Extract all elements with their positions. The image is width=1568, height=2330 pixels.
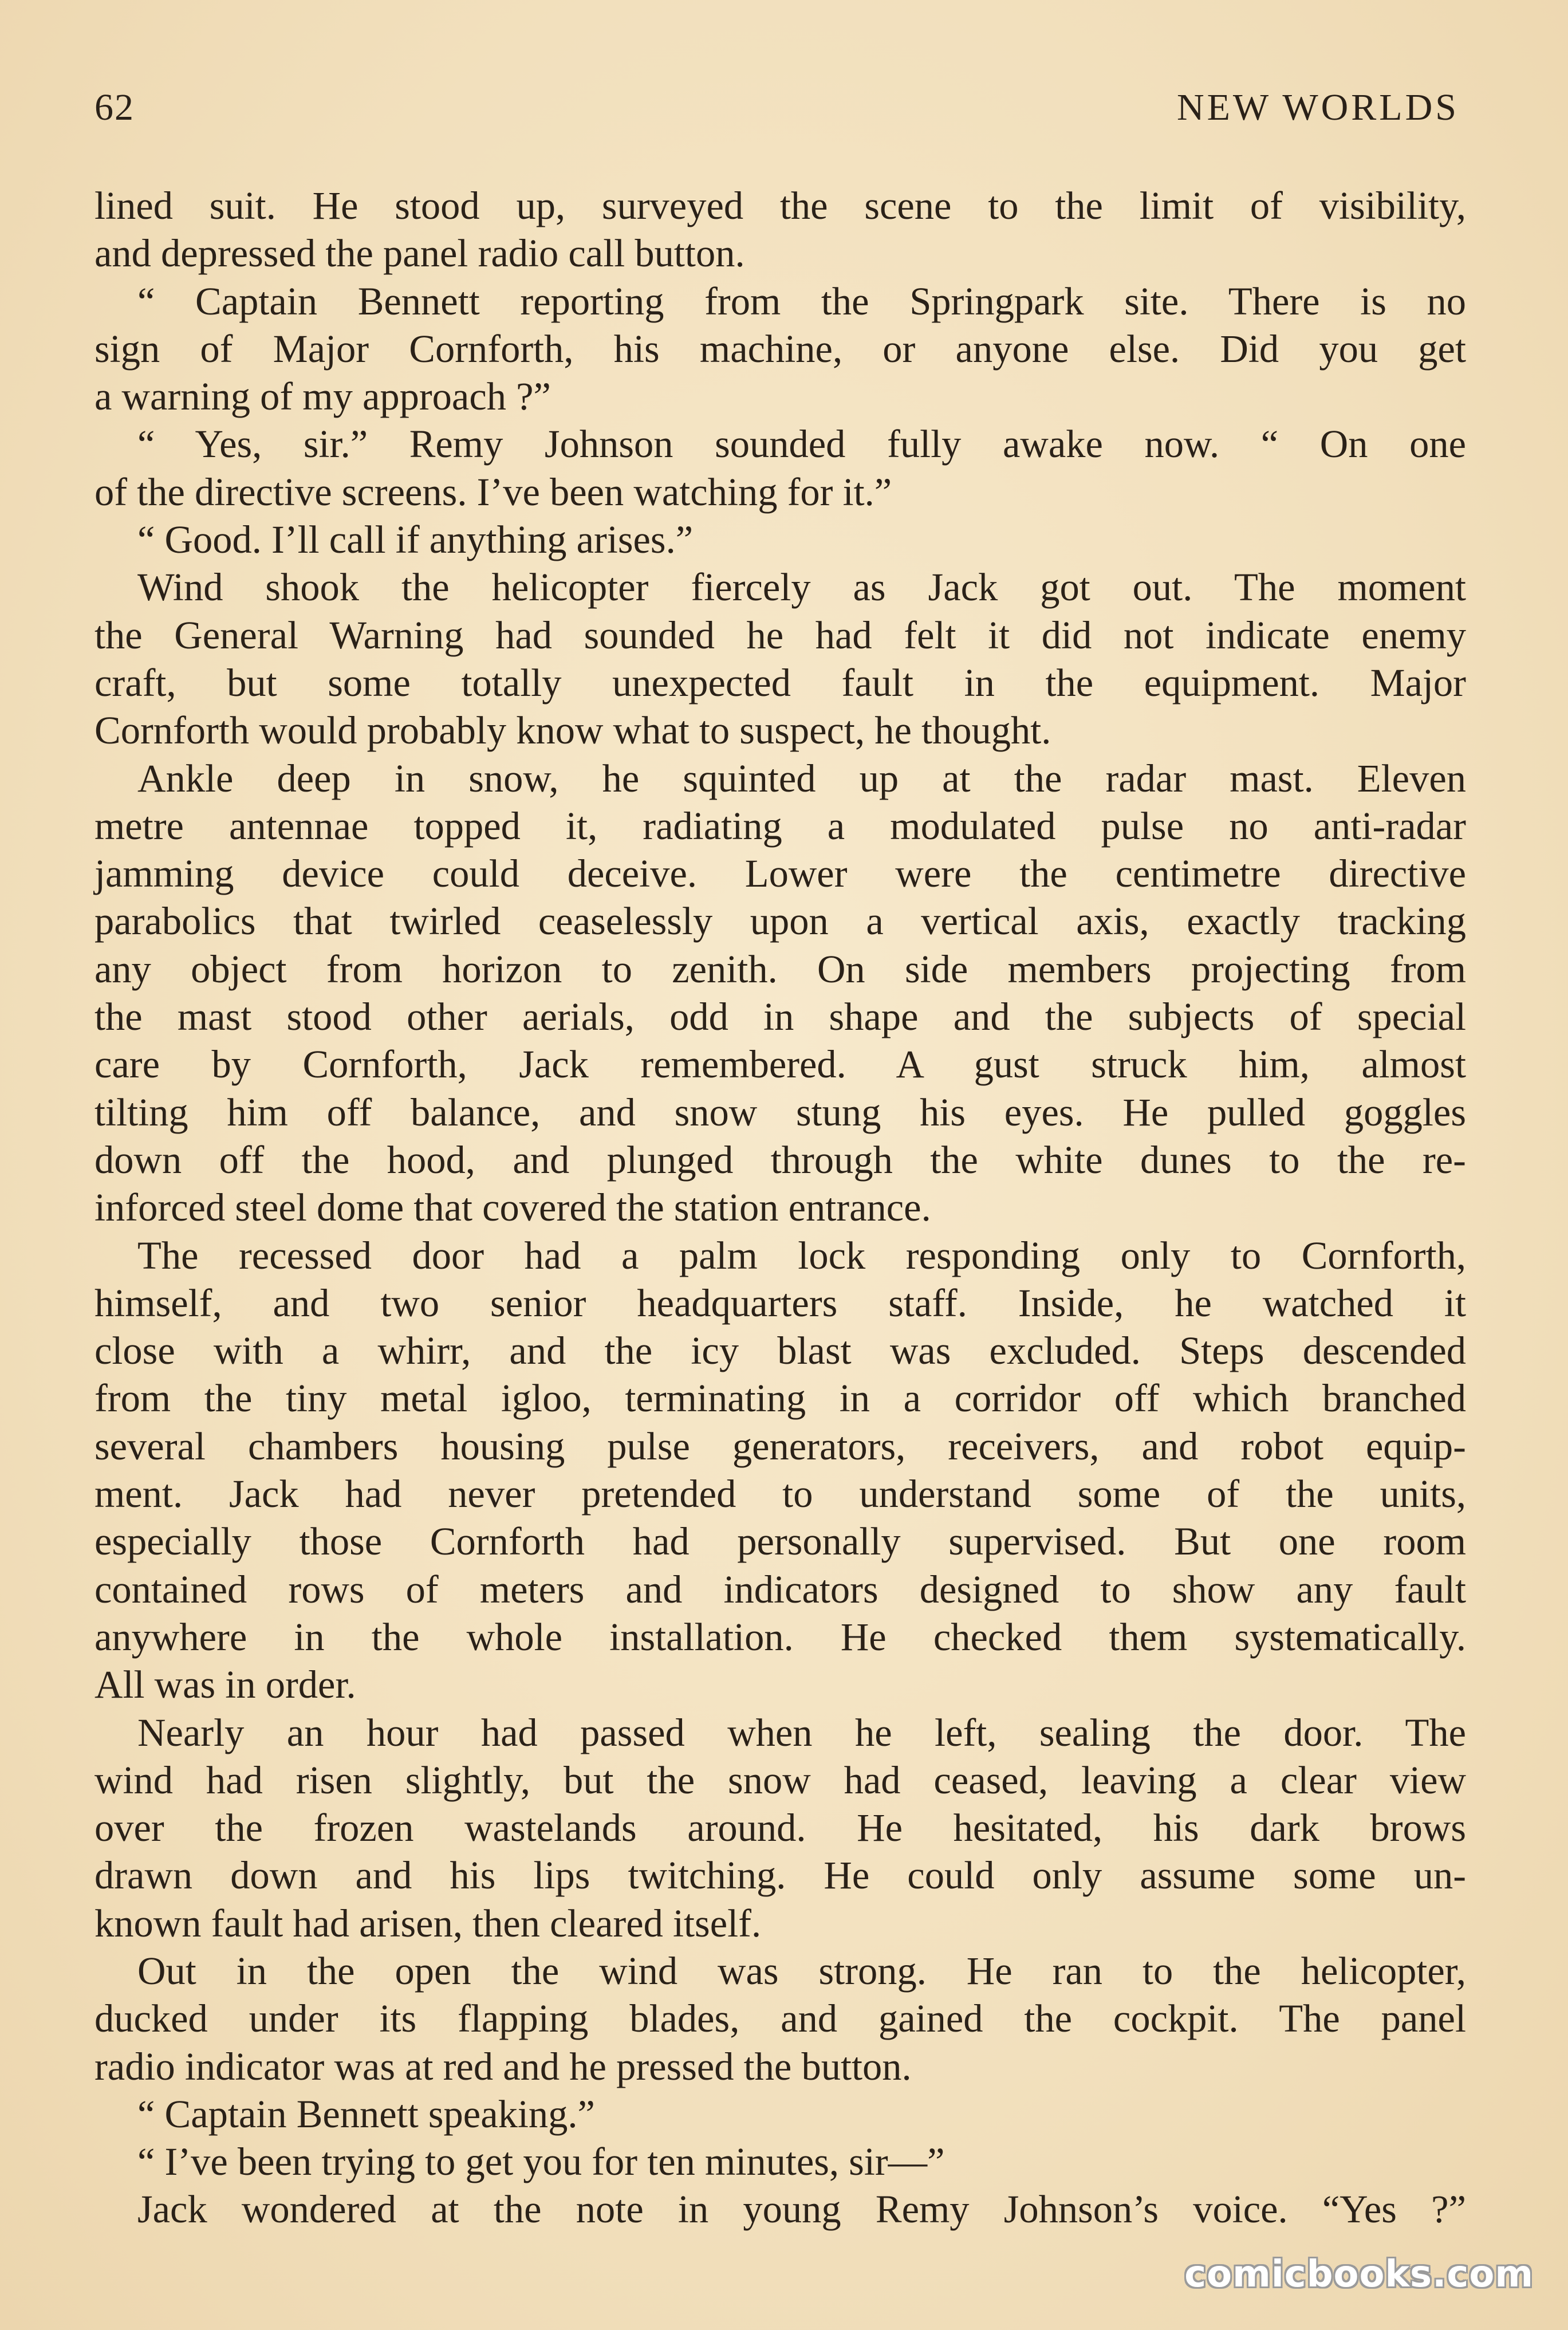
text-line: parabolics that twirled ceaselessly upon a vertical axis, exactly tracking (94, 899, 1466, 943)
running-title: NEW WORLDS (1176, 86, 1459, 128)
text-line: the mast stood other aerials, odd in shape and the subjects of special (94, 995, 1466, 1039)
story-text (94, 182, 1466, 2234)
text-line: inforced steel dome that covered the station entrance. (94, 1186, 931, 1230)
text-line: several chambers housing pulse generators, receivers, and robot equip- (94, 1424, 1466, 1468)
text-line: ducked under its flapping blades, and gained the cockpit. The panel (94, 1997, 1466, 2041)
text-line: himself, and two senior headquarters staff. Inside, he watched it (94, 1281, 1466, 1325)
text-line: and depressed the panel radio call button. (94, 231, 745, 275)
text-line: the General Warning had sounded he had felt it did not indicate enemy (94, 613, 1466, 657)
text-line: “ I’ve been trying to get you for ten minutes, sir—” (137, 2140, 945, 2184)
text-line: known fault had arisen, then cleared itself. (94, 1901, 762, 1945)
text-line: any object from horizon to zenith. On side members projecting from (94, 947, 1466, 991)
text-line: “ Yes, sir.” Remy Johnson sounded fully awake now. “ On one (137, 422, 1466, 466)
text-line: contained rows of meters and indicators designed to show any fault (94, 1567, 1466, 1611)
watermark-logo: comicbooks.com (1184, 2253, 1534, 2296)
text-line: drawn down and his lips twitching. He could only assume some un- (94, 1853, 1466, 1898)
text-line: Ankle deep in snow, he squinted up at the radar mast. Eleven (137, 756, 1466, 800)
text-line: a warning of my approach ?” (94, 375, 551, 419)
text-line: lined suit. He stood up, surveyed the scene to the limit of visibility, (94, 184, 1466, 227)
text-line: Cornforth would probably know what to suspect, he thought. (94, 709, 1051, 753)
text-line: radio indicator was at red and he pressed the button. (94, 2044, 912, 2088)
text-line: close with a whirr, and the icy blast was excluded. Steps descended (94, 1329, 1466, 1373)
text-line: “ Captain Bennett reporting from the Springpark site. There is no (137, 279, 1466, 323)
text-line: especially those Cornforth had personally supervised. But one room (94, 1520, 1466, 1564)
text-line: ment. Jack had never pretended to understand some of the units, (94, 1472, 1466, 1516)
text-line: tilting him off balance, and snow stung his eyes. He pulled goggles (94, 1090, 1466, 1134)
text-line: sign of Major Cornforth, his machine, or anyone else. Did you get (94, 326, 1466, 371)
text-line: from the tiny metal igloo, terminating in a corridor off which branched (94, 1376, 1466, 1420)
text-line: craft, but some totally unexpected fault in the equipment. Major (94, 660, 1466, 704)
page-header (94, 86, 1459, 132)
page-number: 62 (94, 86, 135, 128)
text-line: Wind shook the helicopter fiercely as Jack got out. The moment (137, 565, 1466, 609)
text-line: anywhere in the whole installation. He checked them systematically. (94, 1615, 1466, 1659)
text-line: of the directive screens. I’ve been watching for it.” (94, 470, 892, 514)
text-line: Jack wondered at the note in young Remy Johnson’s voice. “Yes ?” (137, 2187, 1466, 2231)
text-line: jamming device could deceive. Lower were the centimetre directive (94, 852, 1466, 896)
text-line: “ Captain Bennett speaking.” (137, 2092, 595, 2136)
text-line: metre antennae topped it, radiating a modulated pulse no anti-radar (94, 804, 1466, 848)
text-line: Out in the open the wind was strong. He ran to the helicopter, (137, 1949, 1466, 1993)
text-line: “ Good. I’ll call if anything arises.” (137, 518, 694, 562)
text-line: care by Cornforth, Jack remembered. A gust struck him, almost (94, 1042, 1466, 1087)
text-line: down off the hood, and plunged through the white dunes to the re- (94, 1138, 1466, 1182)
text-line: The recessed door had a palm lock responding only to Cornforth, (137, 1233, 1466, 1277)
text-line: wind had risen slightly, but the snow had ceased, leaving a clear view (94, 1758, 1466, 1802)
text-line: Nearly an hour had passed when he left, sealing the door. The (137, 1710, 1466, 1754)
text-line: All was in order. (94, 1663, 356, 1707)
text-line: over the frozen wastelands around. He hesitated, his dark brows (94, 1806, 1466, 1850)
